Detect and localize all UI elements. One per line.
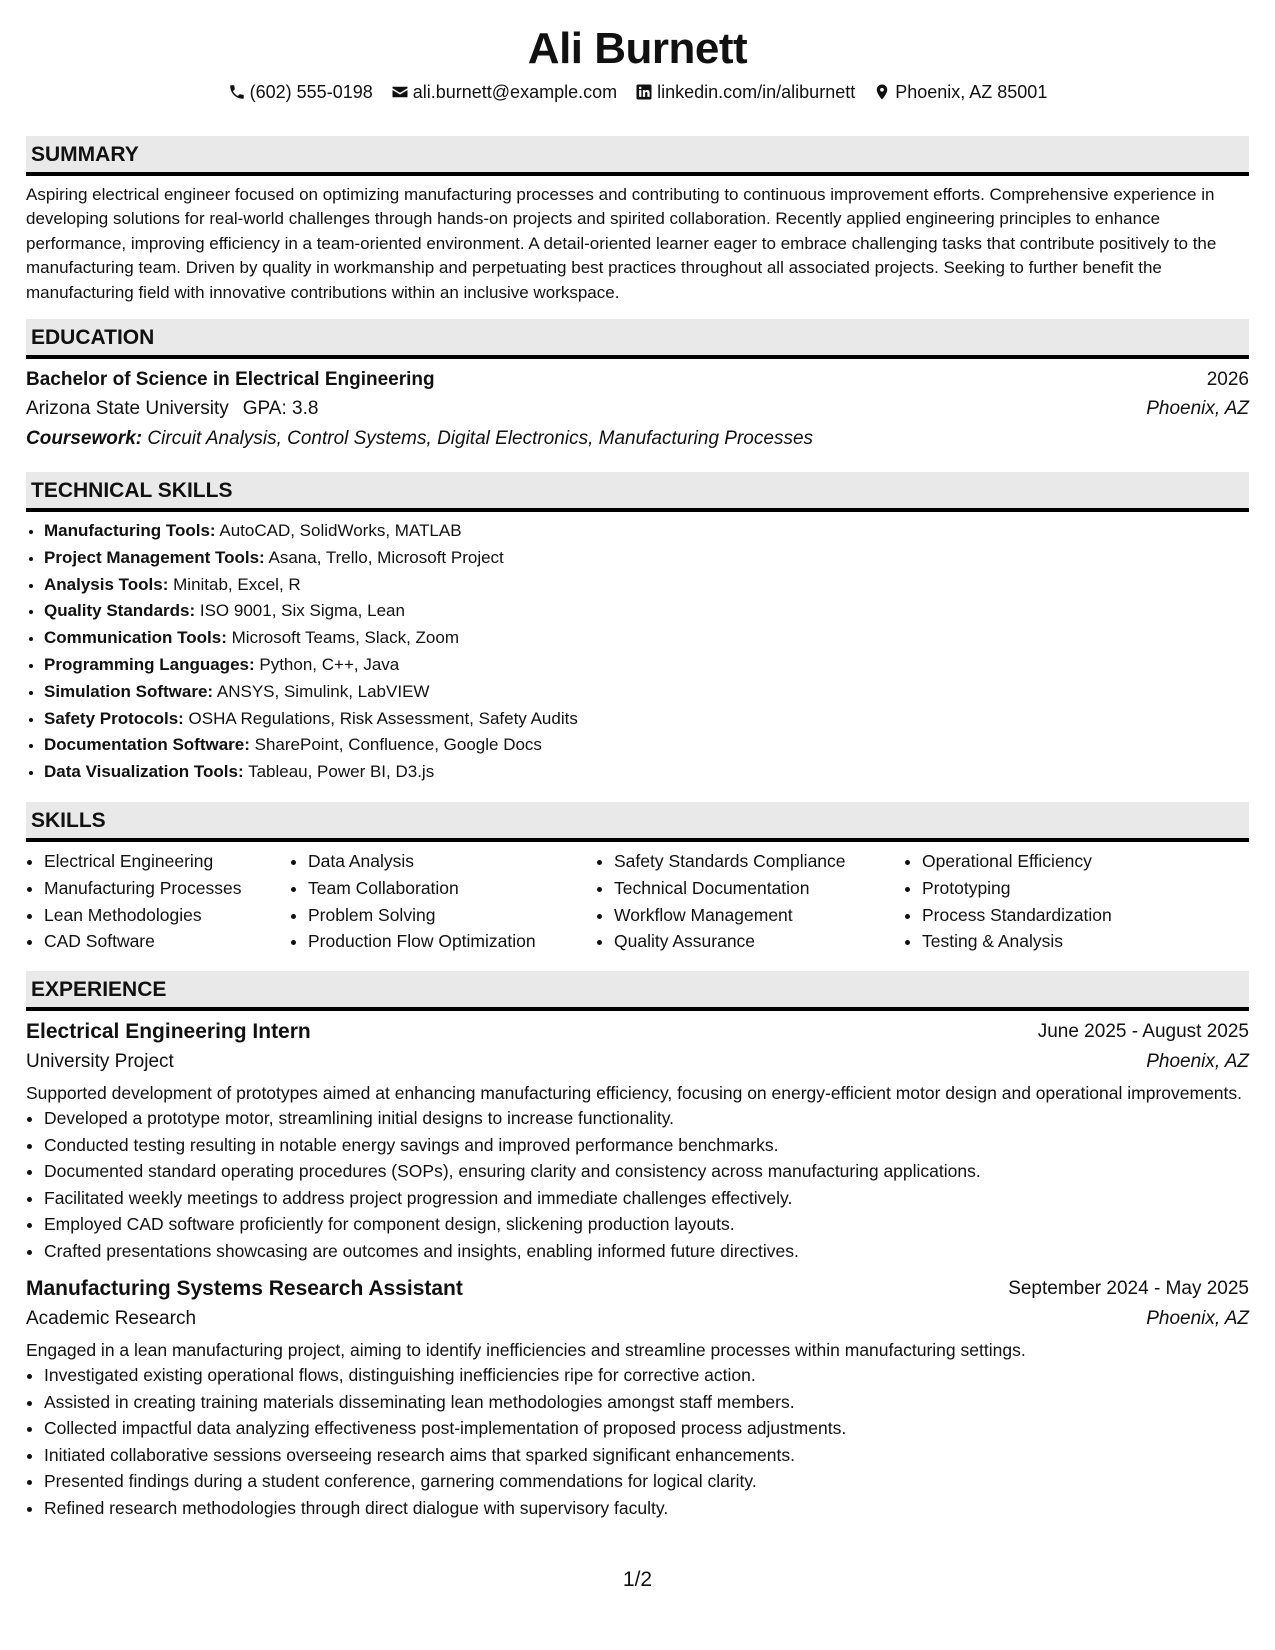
list-item: • Quality Assurance xyxy=(614,928,904,955)
list-item: • Documented standard operating procedures (SOPs), ensuring clarity and consistency across manufacturing applications. xyxy=(44,1158,1249,1185)
location-text: Phoenix, AZ 85001 xyxy=(895,82,1048,102)
list-item xyxy=(44,545,1249,572)
skill-label: Communication Tools: xyxy=(44,628,227,648)
job-bullets xyxy=(26,1105,1249,1264)
job-title: Manufacturing Systems Research Assistant xyxy=(26,1277,463,1301)
email-text[interactable]: ali.burnett@example.com xyxy=(412,82,618,102)
list-item xyxy=(44,598,1249,625)
education-row-2 xyxy=(26,394,1249,424)
skills-heading-text: SKILLS xyxy=(31,809,106,832)
job-header xyxy=(26,1011,1249,1047)
skill-value: Tableau, Power BI, D3.js xyxy=(248,762,435,782)
list-item xyxy=(44,759,1249,786)
school-name: Arizona State University xyxy=(26,398,229,420)
summary-heading xyxy=(26,136,1249,176)
skills-column xyxy=(596,848,904,955)
candidate-name: Ali Burnett xyxy=(527,24,748,73)
job-description: Supported development of prototypes aimed at enhancing manufacturing efficiency, focusing on energy-efficient motor design and operational improvements. xyxy=(26,1083,1243,1104)
skill-label: Data Visualization Tools: xyxy=(44,762,244,782)
skill-value: ANSYS, Simulink, LabVIEW xyxy=(216,681,430,701)
linkedin-icon xyxy=(635,83,653,101)
skill-value: Asana, Trello, Microsoft Project xyxy=(268,547,504,567)
list-item: • Manufacturing Processes xyxy=(44,875,290,902)
list-item xyxy=(44,679,1249,706)
list-item: • Facilitated weekly meetings to address project progression and immediate challenges effectively. xyxy=(44,1185,1249,1212)
list-item: • Data Analysis xyxy=(308,848,596,875)
skill-label: Safety Protocols: xyxy=(44,708,184,728)
job-location: Phoenix, AZ xyxy=(1146,1051,1249,1073)
job-dates: September 2024 - May 2025 xyxy=(1008,1278,1249,1300)
education-row-1 xyxy=(26,359,1249,394)
summary-text: Aspiring electrical engineer focused on optimizing manufacturing processes and contributing to continuous improvement efforts. Comprehensive experience in developing solutions for real-world challenges through hands-on projects and spirited collaboration. Recently applied engineering principles to enhance performance, improving efficiency in a team-oriented environment. A detail-oriented learner eager to embrace challenging tasks that contribute positively to the manufacturing team. Driven by quality in workmanship and perpetuating best practices throughout all associated projects. Seeking to further benefit the manufacturing field with innovative contributions within an inclusive workspace. xyxy=(26,185,1217,302)
education-heading-text: EDUCATION xyxy=(31,326,155,350)
skill-label: Project Management Tools: xyxy=(44,547,265,567)
job-location: Phoenix, AZ xyxy=(1146,1308,1249,1330)
list-item: • Prototyping xyxy=(922,875,1182,902)
skills-column xyxy=(904,848,1182,955)
job-entry xyxy=(26,1011,1249,1264)
list-item: • Crafted presentations showcasing are outcomes and insights, enabling informed future directives. xyxy=(44,1238,1249,1265)
list-item xyxy=(44,732,1249,759)
technical-skills-list xyxy=(26,518,1249,786)
list-item xyxy=(44,706,1249,733)
list-item: • Testing & Analysis xyxy=(922,928,1182,955)
experience-heading xyxy=(26,971,1249,1011)
page-number: 1/2 xyxy=(622,1568,653,1591)
list-item: • Developed a prototype motor, streamlining initial designs to increase functionality. xyxy=(44,1105,1249,1132)
list-item xyxy=(44,652,1249,679)
skills-column xyxy=(26,848,290,955)
map-pin-icon xyxy=(873,83,891,101)
skill-value: Microsoft Teams, Slack, Zoom xyxy=(231,628,459,648)
job-title: Electrical Engineering Intern xyxy=(26,1020,311,1044)
job-org: Academic Research xyxy=(26,1308,197,1330)
skill-label: Quality Standards: xyxy=(44,601,196,621)
list-item xyxy=(44,572,1249,599)
skill-label: Documentation Software: xyxy=(44,735,250,755)
education-location: Phoenix, AZ xyxy=(1146,398,1249,420)
list-item: • Technical Documentation xyxy=(614,875,904,902)
contact-email[interactable] xyxy=(391,80,617,104)
education-heading xyxy=(26,319,1249,359)
skill-label: Analysis Tools: xyxy=(44,574,169,594)
list-item: • CAD Software xyxy=(44,928,290,955)
summary-heading-text: SUMMARY xyxy=(31,143,139,166)
school-line xyxy=(26,394,318,424)
technical-skills-heading xyxy=(26,472,1249,512)
list-item: • Team Collaboration xyxy=(308,875,596,902)
list-item: • Workflow Management xyxy=(614,902,904,929)
skills-grid xyxy=(26,848,1249,955)
skills-column xyxy=(290,848,596,955)
coursework-label: Coursework: xyxy=(26,428,143,450)
skills-heading xyxy=(26,802,1249,842)
skill-label: Programming Languages: xyxy=(44,655,255,675)
list-item: • Problem Solving xyxy=(308,902,596,929)
skill-value: Minitab, Excel, R xyxy=(173,574,301,594)
list-item: • Presented findings during a student conference, garnering commendations for logical clarity. xyxy=(44,1468,1249,1495)
job-entry xyxy=(26,1268,1249,1521)
list-item xyxy=(44,518,1249,545)
list-item: • Assisted in creating training materials disseminating lean methodologies amongst staff members. xyxy=(44,1389,1249,1416)
degree: Bachelor of Science in Electrical Engineering xyxy=(26,369,435,391)
phone-icon xyxy=(228,83,246,101)
list-item: • Initiated collaborative sessions overseeing research aims that sparked significant enhancements. xyxy=(44,1442,1249,1469)
skill-value: SharePoint, Confluence, Google Docs xyxy=(254,735,542,755)
list-item: • Lean Methodologies xyxy=(44,902,290,929)
list-item: • Operational Efficiency xyxy=(922,848,1182,875)
linkedin-text[interactable]: linkedin.com/in/aliburnett xyxy=(657,82,856,102)
skill-value: OSHA Regulations, Risk Assessment, Safety Audits xyxy=(188,708,578,728)
envelope-icon xyxy=(391,83,409,101)
job-header xyxy=(26,1268,1249,1304)
list-item: • Electrical Engineering xyxy=(44,848,290,875)
contact-location xyxy=(873,80,1047,104)
list-item: • Employed CAD software proficiently for component design, slickening production layouts. xyxy=(44,1211,1249,1238)
contact-phone xyxy=(228,80,373,104)
coursework xyxy=(26,424,1249,454)
contact-linkedin[interactable] xyxy=(635,80,855,104)
list-item: • Process Standardization xyxy=(922,902,1182,929)
coursework-list: Circuit Analysis, Control Systems, Digital Electronics, Manufacturing Processes xyxy=(147,428,814,450)
technical-skills-heading-text: TECHNICAL SKILLS xyxy=(31,479,233,503)
list-item: • Conducted testing resulting in notable energy savings and improved performance benchmarks. xyxy=(44,1132,1249,1159)
experience-heading-text: EXPERIENCE xyxy=(31,978,167,1002)
skill-label: Simulation Software: xyxy=(44,681,214,701)
list-item: • Collected impactful data analyzing effectiveness post-implementation of proposed process adjustments. xyxy=(44,1415,1249,1442)
skill-label: Manufacturing Tools: xyxy=(44,521,216,541)
graduation-year: 2026 xyxy=(1206,369,1249,391)
list-item: • Production Flow Optimization xyxy=(308,928,596,955)
list-item xyxy=(44,625,1249,652)
list-item: • Refined research methodologies through direct dialogue with supervisory faculty. xyxy=(44,1495,1249,1522)
job-bullets xyxy=(26,1362,1249,1521)
job-org: University Project xyxy=(26,1051,174,1073)
job-description: Engaged in a lean manufacturing project, aiming to identify inefficiencies and streamline processes within manufacturing settings. xyxy=(26,1340,1026,1361)
job-subheader xyxy=(26,1304,1249,1334)
job-subheader xyxy=(26,1047,1249,1077)
skill-value: Python, C++, Java xyxy=(259,655,400,675)
list-item: • Investigated existing operational flows, distinguishing inefficiencies ripe for corrective action. xyxy=(44,1362,1249,1389)
gpa: GPA: 3.8 xyxy=(242,398,319,420)
list-item: • Safety Standards Compliance xyxy=(614,848,904,875)
skill-value: ISO 9001, Six Sigma, Lean xyxy=(199,601,405,621)
resume-page xyxy=(26,0,1249,1521)
phone-text: (602) 555-0198 xyxy=(249,82,373,102)
skill-value: AutoCAD, SolidWorks, MATLAB xyxy=(219,521,462,541)
contact-bar xyxy=(26,80,1249,104)
job-dates: June 2025 - August 2025 xyxy=(1037,1021,1249,1043)
